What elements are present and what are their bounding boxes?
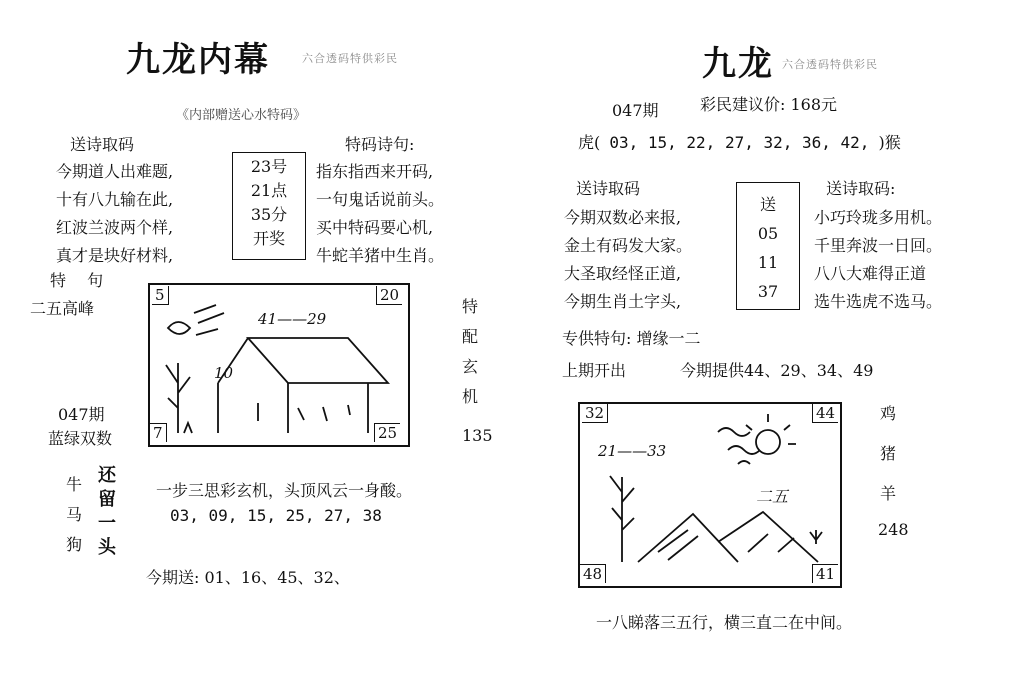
left-poem-right xyxy=(316,158,444,270)
right-code-line xyxy=(578,130,901,153)
keep-char: 一 xyxy=(98,513,116,534)
left-title-tag: 六合透码特供彩民 xyxy=(302,52,398,65)
right-sketch-landscape-drawing xyxy=(578,402,838,584)
left-sketch-house-drawing xyxy=(148,283,406,443)
poem-line: 牛蛇羊猪中生肖。 xyxy=(316,246,445,265)
draw-line: 21点 xyxy=(250,181,288,200)
left-sketch-arrow-text: 41——29 xyxy=(258,310,327,328)
poem-line: 指东指西来开码, xyxy=(316,162,434,181)
send-line: 送 xyxy=(759,195,776,214)
left-title: 九龙内幕 xyxy=(126,40,270,80)
right-poem-right xyxy=(814,204,942,316)
side-char: 机 xyxy=(462,387,479,406)
side-char: 玄 xyxy=(462,357,479,376)
right-sketch-corner-tl: 32 xyxy=(582,404,608,423)
left-issue: 047期 xyxy=(58,405,105,424)
poem-line: 今期生肖土字头, xyxy=(564,292,682,311)
code-numbers: 03, 15, 22, 27, 32, 36, 42, xyxy=(609,133,870,152)
zodiac-char: 马 xyxy=(66,505,83,524)
right-poem-right-header: 送诗取码: xyxy=(826,179,896,198)
poem-line: 千里奔波一日回。 xyxy=(814,236,943,255)
poem-line: 今期双数必来报, xyxy=(564,208,682,227)
poem-line: 金土有码发大家。 xyxy=(564,236,693,255)
right-send-values xyxy=(738,190,798,306)
draw-line: 开奖 xyxy=(252,229,285,248)
right-issue: 047期 xyxy=(612,101,659,120)
side-char: 特 xyxy=(462,297,479,316)
poem-line: 八八大难得正道 xyxy=(814,264,927,283)
left-verse: 一步三思彩玄机，头顶风云一身酸。 xyxy=(156,481,413,500)
right-sketch-corner-bl: 48 xyxy=(580,564,606,583)
left-poem-left xyxy=(56,158,173,270)
send-line: 05 xyxy=(757,224,779,243)
left-sketch-corner-tr: 20 xyxy=(376,286,402,305)
zodiac-char: 牛 xyxy=(66,475,83,494)
keep-char: 还 xyxy=(98,465,116,486)
send-line: 11 xyxy=(757,253,779,272)
right-sketch-corner-tr: 44 xyxy=(812,404,838,423)
poem-line: 真才是块好材料, xyxy=(56,246,174,265)
side-char: 猪 xyxy=(880,444,897,463)
poem-line: 小巧玲珑多用机。 xyxy=(814,208,943,227)
right-special-phrase: 专供特句: 增缘一二 xyxy=(562,329,701,348)
right-sketch-arrow-text: 21——33 xyxy=(598,442,667,460)
draw-line: 23号 xyxy=(250,157,288,176)
send-line: 37 xyxy=(757,282,779,301)
right-side-number: 248 xyxy=(878,520,909,539)
right-poem-left xyxy=(564,204,692,316)
left-side-number: 135 xyxy=(462,426,493,445)
left-special-label: 特 句 xyxy=(50,271,112,290)
left-keep-column xyxy=(98,464,116,560)
poem-line: 十有八九输在此, xyxy=(56,190,174,209)
right-price: 彩民建议价: 168元 xyxy=(700,95,838,114)
left-sketch-house-number: 10 xyxy=(214,364,234,382)
left-color-tip: 蓝绿双数 xyxy=(48,429,113,448)
left-side-vertical xyxy=(462,292,478,412)
left-zodiac-column xyxy=(66,470,82,560)
left-today-send: 今期送: 01、16、45、32、 xyxy=(146,568,350,587)
left-sketch-corner-br: 25 xyxy=(374,423,400,442)
poem-line: 一句鬼话说前头。 xyxy=(316,190,445,209)
right-sketch-center-text: 二五 xyxy=(756,487,789,506)
poem-line: 买中特码要心机, xyxy=(316,218,434,237)
right-poem-left-header: 送诗取码 xyxy=(576,179,641,198)
left-poem-right-header: 特码诗句: xyxy=(345,135,415,154)
code-line-start: 虎( xyxy=(578,133,601,152)
left-sketch-corner-tl: 5 xyxy=(152,286,169,305)
keep-char: 留 xyxy=(98,489,116,510)
left-special-phrase: 二五高峰 xyxy=(30,299,95,318)
poem-line: 选牛选虎不选马。 xyxy=(814,292,943,311)
keep-char: 头 xyxy=(98,537,116,558)
poem-line: 大圣取经怪正道, xyxy=(564,264,682,283)
side-char: 羊 xyxy=(880,484,897,503)
code-line-end: )猴 xyxy=(878,133,901,152)
left-subtitle: 《内部赠送心水特码》 xyxy=(176,108,307,123)
right-this-issue: 今期提供44、29、34、49 xyxy=(680,361,874,380)
left-draw-time xyxy=(238,155,300,251)
zodiac-char: 狗 xyxy=(66,535,83,554)
right-footer: 一八睇落三五行，横三直二在中间。 xyxy=(596,613,853,632)
right-side-vertical xyxy=(880,394,896,514)
draw-line: 35分 xyxy=(250,205,288,224)
left-poem-left-header: 送诗取码 xyxy=(70,135,135,154)
left-sketch-corner-bl: 7 xyxy=(150,423,167,442)
right-title: 九龙 xyxy=(702,44,774,84)
right-last-issue: 上期开出 xyxy=(562,361,627,380)
right-title-tag: 六合透码特供彩民 xyxy=(782,58,878,71)
side-char: 鸡 xyxy=(880,404,897,423)
left-numbers: 03, 09, 15, 25, 27, 38 xyxy=(170,506,382,525)
right-sketch-corner-br: 41 xyxy=(812,564,838,583)
poem-line: 红波兰波两个样, xyxy=(56,218,174,237)
poem-line: 今期道人出难题, xyxy=(56,162,174,181)
side-char: 配 xyxy=(462,327,479,346)
